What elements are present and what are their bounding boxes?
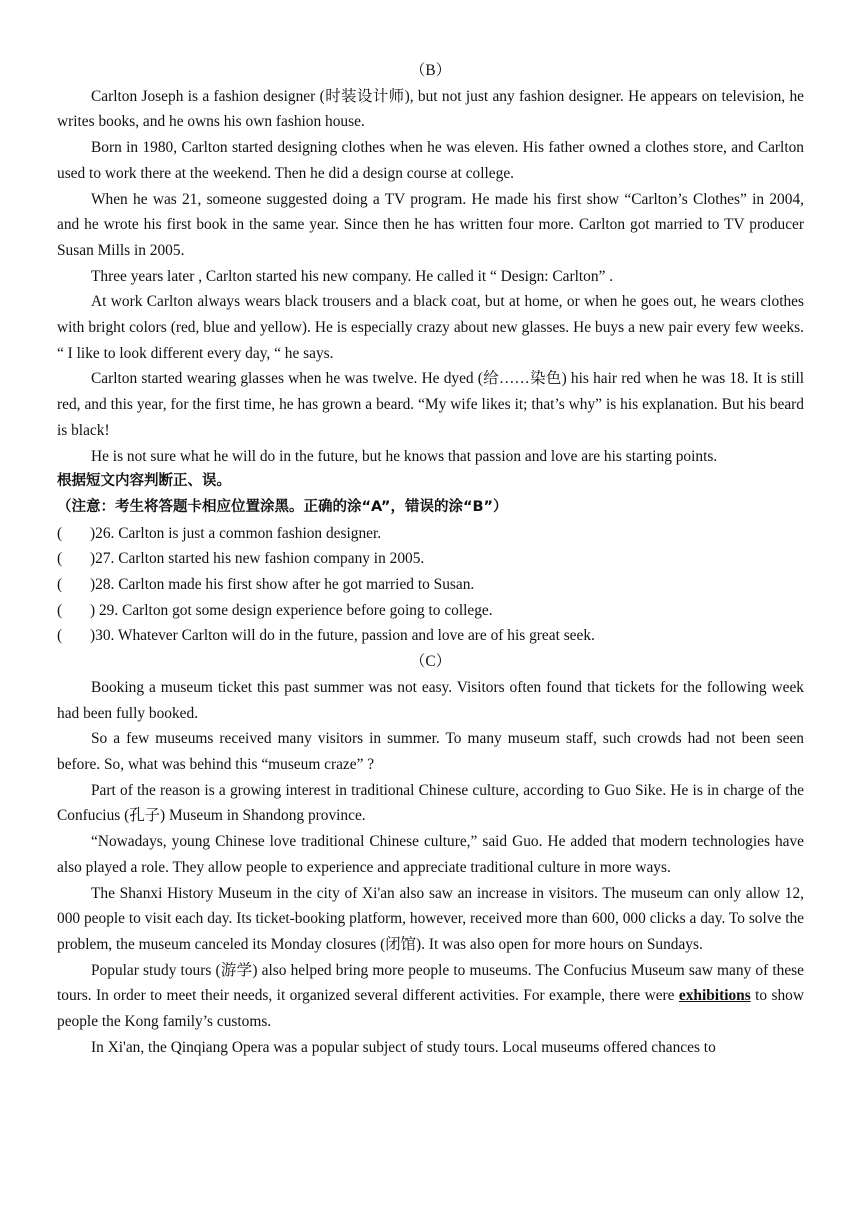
instruction-answer-sheet: （注意：考生将答题卡相应位置涂黑。正确的涂“A”，错误的涂“B”）	[57, 498, 508, 515]
paragraph-c-6	[57, 958, 804, 1035]
instruction-true-false: 根据短文内容判断正、误。	[57, 473, 231, 490]
paragraph-text: Popular study tours (游学) also helped bring more people to museums. The Confucius Museum saw many of these tours. In order to meet their needs, it organized several different activities. For example, there were	[57, 961, 804, 1005]
answer-blank: (	[57, 524, 63, 542]
paragraph-text: to show people the Kong family’s customs.	[57, 987, 804, 1031]
answer-blank: (	[57, 627, 63, 645]
emphasized-word: exhibitions	[678, 987, 751, 1005]
answer-blank: (	[57, 601, 63, 619]
question-26	[57, 521, 804, 547]
paragraph-b-5: At work Carlton always wears black trousers and a black coat, but at home, or when he goes out, he wears clothes with bright colors (red, blue and yellow). He is especially crazy about new glasses. He buys a new pair every few weeks. “ I like to look different every day, “ he says.	[57, 293, 804, 362]
question-text: )26. Carlton is just a common fashion designer.	[90, 524, 382, 542]
paragraph-b-3: When he was 21, someone suggested doing a TV program. He made his first show “Carlton’s Clothes” in 2004, and he wrote his first book in the same year. Since then he has written four more. Carlton got married to TV producer Susan Mills in 2005.	[57, 190, 804, 259]
paragraph-b-4: Three years later , Carlton started his new company. He called it “ Design: Carlton” .	[91, 267, 614, 285]
question-30	[57, 623, 804, 649]
paragraph-c-3: Part of the reason is a growing interest in traditional Chinese culture, according to Guo Sike. He is in charge of the Confucius (孔子) Museum in Shandong province.	[57, 781, 804, 825]
question-28	[57, 572, 804, 598]
paragraph-b-2: Born in 1980, Carlton started designing clothes when he was eleven. His father owned a clothes store, and Carlton used to work there at the weekend. Then he did a design course at college.	[57, 139, 804, 182]
paragraph-c-5: The Shanxi History Museum in the city of Xi'an also saw an increase in visitors. The museum can only allow 12, 000 people to visit each day. Its ticket-booking platform, however, received more than 600, 000 clicks a day. To solve the problem, the museum canceled its Monday closures (闭馆). It was also open for more hours on Sundays.	[57, 884, 804, 953]
question-text: )28. Carlton made his first show after he got married to Susan.	[90, 576, 475, 594]
section-b-heading: （B）	[409, 62, 452, 79]
answer-blank: (	[57, 576, 63, 594]
section-c-heading: （C）	[409, 653, 452, 671]
question-text: )30. Whatever Carlton will do in the future, passion and love are of his great seek.	[90, 627, 595, 645]
paragraph-c-4: “Nowadays, young Chinese love traditional Chinese culture,” said Guo. He added that modern technologies have also played a role. They allow people to experience and appreciate traditional culture in more ways.	[57, 833, 804, 876]
paragraph-b-7: He is not sure what he will do in the future, but he knows that passion and love are his starting points.	[91, 447, 718, 465]
paragraph-c-1: Booking a museum ticket this past summer was not easy. Visitors often found that tickets for the following week had been fully booked.	[57, 678, 804, 722]
paragraph-c-2: So a few museums received many visitors in summer. To many museum staff, such crowds had not been seen before. So, what was behind this “museum craze” ?	[57, 730, 804, 773]
paragraph-b-1: Carlton Joseph is a fashion designer (时装设计师), but not just any fashion designer. He appears on television, he writes books, and he owns his own fashion house.	[57, 87, 804, 131]
question-text: ) 29. Carlton got some design experience before going to college.	[90, 601, 493, 619]
document-page	[57, 58, 804, 1060]
question-29	[57, 598, 804, 624]
question-27	[57, 546, 804, 572]
question-text: )27. Carlton started his new fashion company in 2005.	[90, 550, 425, 568]
answer-blank: (	[57, 550, 63, 568]
paragraph-b-6: Carlton started wearing glasses when he was twelve. He dyed (给……染色) his hair red when he was 18. It is still red, and this year, for the first time, he has grown a beard. “My wife likes it; that’s why” is his explanation. But his beard is black!	[57, 370, 804, 439]
paragraph-c-7: In Xi'an, the Qinqiang Opera was a popular subject of study tours. Local museums offered chances to	[91, 1038, 716, 1056]
